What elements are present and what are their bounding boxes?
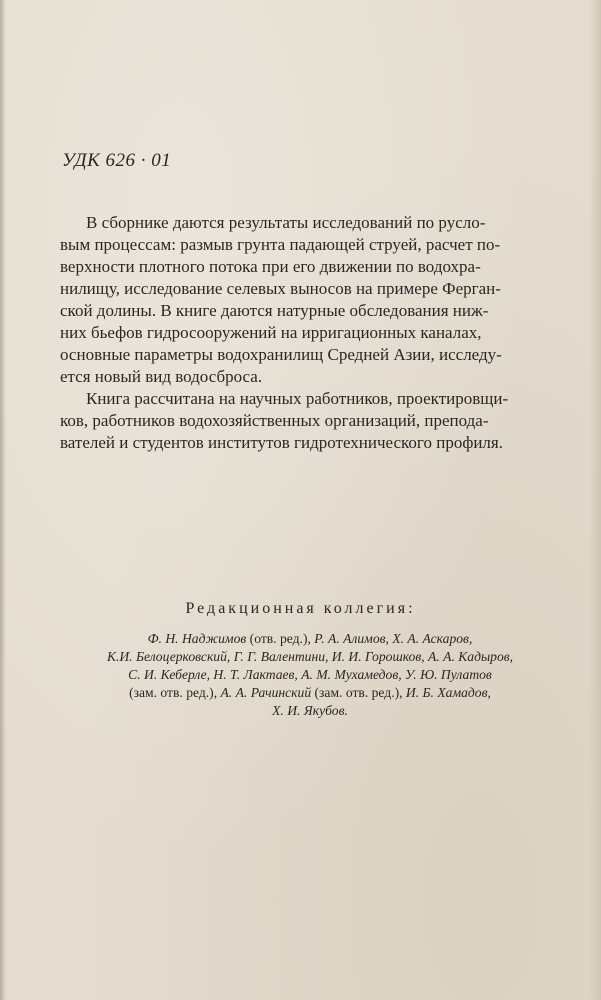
- board-name: И. Б. Хамадов,: [405, 685, 491, 700]
- board-line: [60, 630, 560, 648]
- board-line: [60, 648, 560, 666]
- abstract-line: ков, работников водохозяйственных организаций, препода-: [60, 411, 489, 430]
- board-line: [60, 684, 560, 702]
- udk-code: УДК 626 · 01: [62, 150, 172, 171]
- board-role: (зам. отв. ред.),: [129, 685, 221, 700]
- board-line: [60, 666, 560, 684]
- board-line: [60, 702, 560, 720]
- board-role: (отв. ред.),: [246, 631, 315, 646]
- editorial-board-title: Редакционная коллегия:: [185, 600, 416, 617]
- abstract-line: В сборнике даются результаты исследований по русло-: [86, 213, 486, 232]
- abstract-line: вым процессам: размыв грунта падающей струей, расчет по-: [60, 235, 501, 254]
- abstract-line: верхности плотного потока при его движении по водохра-: [60, 257, 481, 276]
- abstract-line: вателей и студентов институтов гидротехнического профиля.: [60, 433, 503, 452]
- board-name: Х. И. Якубов.: [272, 703, 348, 718]
- board-name: Р. А. Алимов, Х. А. Аскаров,: [314, 631, 473, 646]
- abstract-text: [60, 212, 600, 454]
- page-edge-light: [589, 0, 601, 1000]
- board-name: А. А. Рачинский: [220, 685, 312, 700]
- abstract-line: них бьефов гидросооружений на ирригационных каналах,: [60, 323, 482, 342]
- board-name: Ф. Н. Наджимов: [147, 631, 247, 646]
- page-edge-shadow: [0, 0, 6, 1000]
- editorial-board-list: [60, 630, 560, 720]
- board-role: (зам. отв. ред.),: [311, 685, 406, 700]
- board-name: К.И. Белоцерковский, Г. Г. Валентини, И. И. Горошков, А. А. Кадыров,: [106, 649, 514, 664]
- abstract-line: ской долины. В книге даются натурные обследования ниж-: [60, 301, 489, 320]
- board-name: С. И. Кеберле, Н. Т. Лактаев, А. М. Мухамедов, У. Ю. Пулатов: [128, 667, 492, 682]
- abstract-line: нилищу, исследование селевых выносов на примере Ферган-: [60, 279, 501, 298]
- abstract-line: Книга рассчитана на научных работников, проектировщи-: [86, 389, 509, 408]
- abstract-line: ется новый вид водосброса.: [60, 367, 263, 386]
- abstract-line: основные параметры водохранилищ Средней Азии, исследу-: [60, 345, 502, 364]
